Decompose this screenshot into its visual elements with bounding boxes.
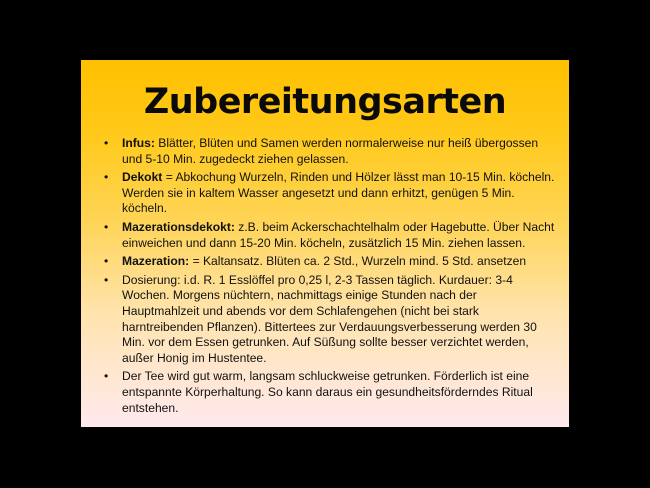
bullet-text: = Kaltansatz. Blüten ca. 2 Std., Wurzeln mind. 5 Std. ansetzen <box>189 254 527 269</box>
bullet-item-dosierung <box>101 273 556 367</box>
bullet-term: Mazeration: <box>122 254 190 269</box>
bullet-icon: • <box>104 254 109 269</box>
bullet-icon: • <box>104 219 109 234</box>
bullet-item-mazeration <box>101 254 556 270</box>
bullet-icon: • <box>104 136 109 150</box>
bullet-icon: • <box>104 272 109 287</box>
bullet-term: Dekokt <box>122 170 163 185</box>
bullet-term: Infus: <box>122 136 155 150</box>
bullet-list <box>101 136 556 419</box>
bullet-text: Blätter, Blüten und Samen werden normalerweise nur heiß übergossen und 5-10 Min. zugedeckt ziehen gelassen. <box>122 136 539 166</box>
bullet-item-dekokt <box>101 170 556 217</box>
bullet-text: Dosierung: i.d. R. 1 Esslöffel pro 0,25 l, 2-3 Tassen täglich. Kurdauer: 3-4 Wochen. Morgens nüchtern, nachmittags einige Stunden nach der Hauptmahlzeit und abends vor dem Schlafengehen (nicht bei stark harntreibenden Pflanzen). Bittertees zur Verdauungsverbesserung werden 30 Min. vor dem Essen getrunken. Auf Süßung sollte besser verzichtet werden, außer Honig im Hustentee. <box>122 272 537 365</box>
bullet-text: z.B. beim Ackerschachtelhalm oder Hagebutte. Über Nacht einweichen und dann 15-20 Min. köcheln, zusätzlich 15 Min. ziehen lassen. <box>122 219 555 250</box>
slide <box>81 60 569 427</box>
bullet-text: Der Tee wird gut warm, langsam schluckweise getrunken. Förderlich ist eine entspannte Körperhaltung. So kann daraus ein gesundheitsförderndes Ritual entstehen. <box>122 369 533 415</box>
bullet-item-infus <box>101 136 556 167</box>
bullet-item-mazerationsdekokt <box>101 220 556 251</box>
bullet-icon: • <box>104 369 109 384</box>
bullet-term: Mazerationsdekokt: <box>122 219 235 234</box>
slide-title: Zubereitungsarten <box>143 82 507 122</box>
bullet-item-tee-trinken <box>101 369 556 416</box>
bullet-text: = Abkochung Wurzeln, Rinden und Hölzer lässt man 10-15 Min. köcheln. Werden sie in kaltem Wasser angesetzt und dann erhitzt, genügen 5 Min. köcheln. <box>122 170 555 216</box>
bullet-icon: • <box>104 170 109 185</box>
